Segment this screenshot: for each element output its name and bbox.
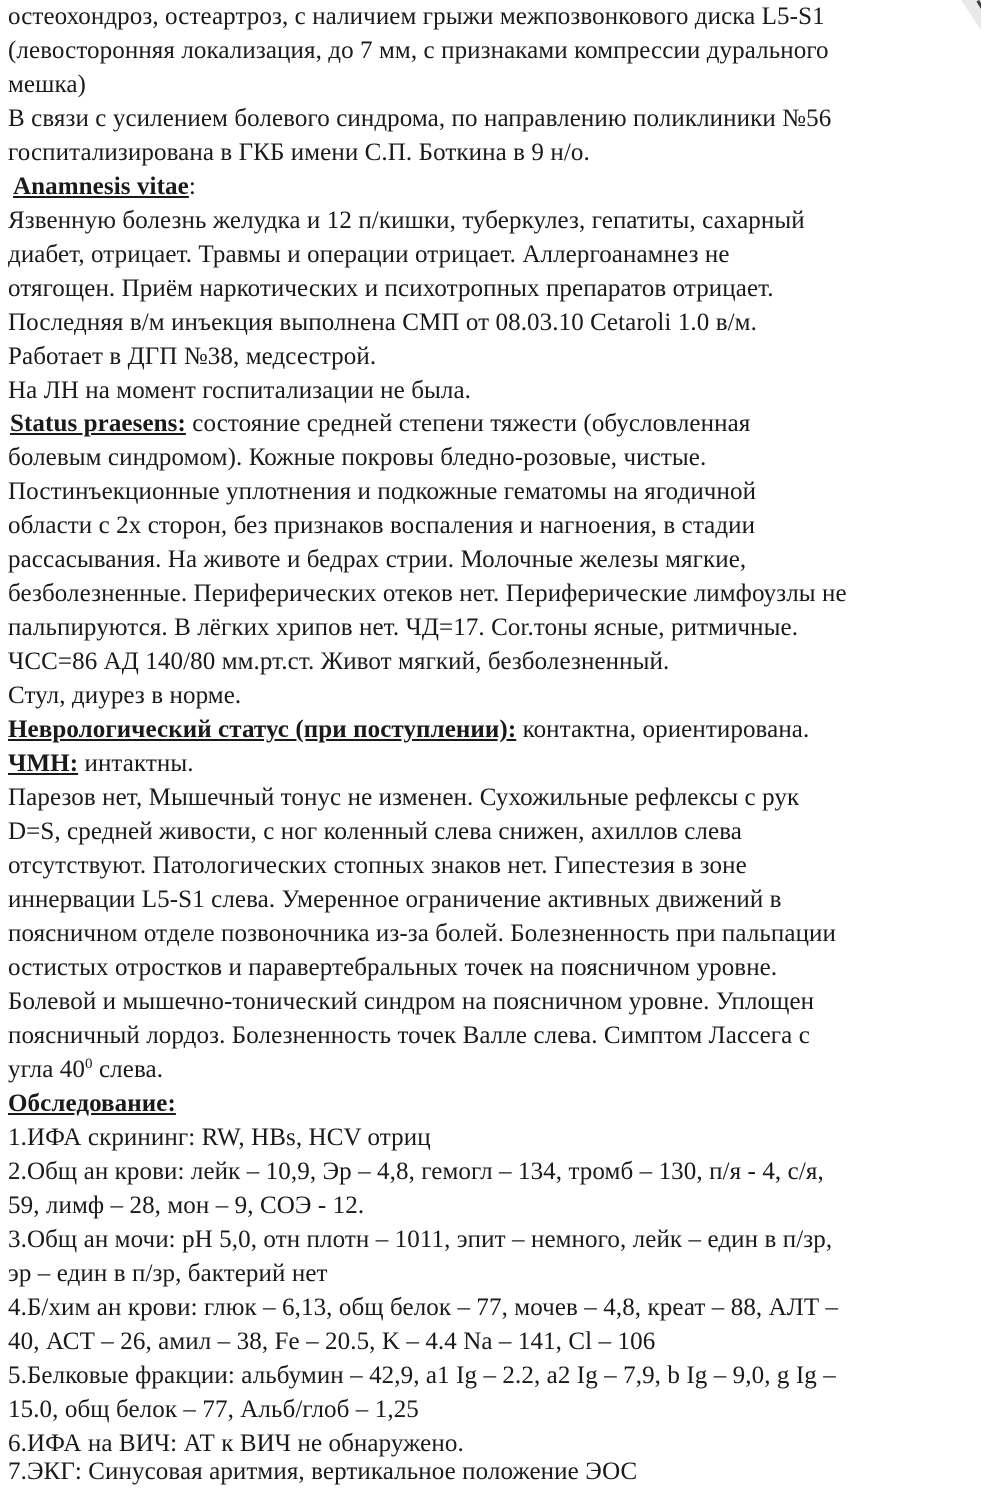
angle-text: угла 40	[8, 1056, 86, 1083]
text-line: рассасывания. На животе и бедрах стрии. Молочные железы мягкие,	[8, 546, 747, 573]
text-line: Работает в ДГП №38, медсестрой.	[8, 343, 377, 370]
text-line: остистых отростков и паравертебральных точек на поясничном уровне.	[8, 954, 778, 981]
text-line: остеохондроз, остеартроз, с наличием грыжи межпозвонкового диска L5-S1	[8, 3, 825, 30]
exam-item: 3.Общ ан мочи: pH 5,0, отн плотн – 1011, эпит – немного, лейк – един в п/зр,	[8, 1226, 833, 1253]
text-line: болевым синдромом). Кожные покровы бледно-розовые, чистые.	[8, 444, 707, 471]
text-line: безболезненные. Периферических отеков нет. Периферические лимфоузлы не	[8, 580, 847, 607]
exam-item: 1.ИФА скрининг: RW, HBs, HCV отриц	[8, 1124, 431, 1151]
section-anamnesis-vitae	[13, 170, 196, 204]
section-text: интактны.	[78, 750, 194, 777]
exam-item: 2.Общ ан крови: лейк – 10,9, Эр – 4,8, гемогл – 134, тромб – 130, п/я - 4, с/я,	[8, 1158, 824, 1185]
exam-item-continuation: эр – един в п/зр, бактерий нет	[8, 1260, 328, 1287]
exam-item: 7.ЭКГ: Синусовая аритмия, вертикальное положение ЭОС	[8, 1458, 638, 1485]
angle-side: слева.	[92, 1056, 164, 1083]
text-line: поясничном отделе позвоночника из-за болей. Болезненность при пальпации	[8, 920, 837, 947]
text-line: области с 2х сторон, без признаков воспаления и нагноения, в стадии	[8, 512, 756, 539]
text-line: Последняя в/м инъекция выполнена СМП от 08.03.10 Cetaroli 1.0 в/м.	[8, 309, 757, 336]
text-line: Язвенную болезнь желудка и 12 п/кишки, туберкулез, гепатиты, сахарный	[8, 207, 805, 234]
text-line: (левосторонняя локализация, до 7 мм, с признаками компрессии дурального	[8, 37, 829, 64]
section-heading: Обследование:	[8, 1090, 176, 1117]
text-line: Стул, диурез в норме.	[8, 682, 242, 709]
section-heading: Неврологический статус (при поступлении):	[8, 716, 517, 743]
text-line: отсутствуют. Патологических стопных знаков нет. Гипестезия в зоне	[8, 852, 747, 879]
text-line: Постинъекционные уплотнения и подкожные гематомы на ягодичной	[8, 478, 757, 505]
text-line: мешка)	[8, 71, 86, 98]
text-line: ЧСС=86 АД 140/80 мм.рт.ст. Живот мягкий, безболезненный.	[8, 648, 670, 675]
exam-item-continuation: 15.0, общ белок – 77, Альб/глоб – 1,25	[8, 1396, 419, 1423]
text-line: госпитализирована в ГКБ имени С.П. Боткина в 9 н/о.	[8, 139, 590, 166]
section-cranial-nerves	[8, 747, 194, 781]
text-line: пальпируются. В лёгких хрипов нет. ЧД=17. Cor.тоны ясные, ритмичные.	[8, 614, 799, 641]
text-line: иннервации L5-S1 слева. Умеренное ограничение активных движений в	[8, 886, 782, 913]
heading-colon: :	[188, 173, 196, 200]
exam-item-continuation: 40, АСТ – 26, амил – 38, Fe – 20.5, K – 4.4 Na – 141, Cl – 106	[8, 1328, 656, 1355]
section-examination	[8, 1087, 176, 1121]
text-line: диабет, отрицает. Травмы и операции отрицает. Аллергоанамнез не	[8, 241, 730, 268]
exam-item: 6.ИФА на ВИЧ: АТ к ВИЧ не обнаружено.	[8, 1430, 464, 1457]
text-line-angle	[8, 1053, 163, 1087]
text-line: Болевой и мышечно-тонический синдром на поясничном уровне. Уплощен	[8, 988, 815, 1015]
text-line: В связи с усилением болевого синдрома, по направлению поликлиники №56	[8, 105, 832, 132]
exam-item: 5.Белковые фракции: альбумин – 42,9, a1 Ig – 2.2, a2 Ig – 7,9, b Ig – 9,0, g Ig –	[8, 1362, 836, 1389]
angle-degree-superscript: 0	[85, 1056, 93, 1072]
section-heading: ЧМН:	[8, 750, 79, 777]
text-line: На ЛН на момент госпитализации не была.	[8, 377, 472, 404]
exam-item: 4.Б/хим ан крови: глюк – 6,13, общ белок – 77, мочев – 4,8, креат – 88, АЛТ –	[8, 1294, 839, 1321]
section-neuro-status	[8, 713, 809, 747]
text-line: Парезов нет, Мышечный тонус не изменен. Сухожильные рефлексы с рук	[8, 784, 800, 811]
text-line: отягощен. Приём наркотических и психотропных препаратов отрицает.	[8, 275, 774, 302]
section-text: контактна, ориентирована.	[516, 716, 810, 743]
section-heading: Status praesens:	[10, 410, 186, 437]
section-heading: Anamnesis vitae	[13, 173, 189, 200]
exam-item-continuation: 59, лимф – 28, мон – 9, СОЭ - 12.	[8, 1192, 365, 1219]
section-status-praesens	[10, 407, 750, 441]
section-text: состояние средней степени тяжести (обусловленная	[185, 410, 751, 437]
text-line: поясничный лордоз. Болезненность точек Валле слева. Симптом Лассега с	[8, 1022, 810, 1049]
text-line: D=S, средней живости, с ног коленный слева снижен, ахиллов слева	[8, 818, 742, 845]
